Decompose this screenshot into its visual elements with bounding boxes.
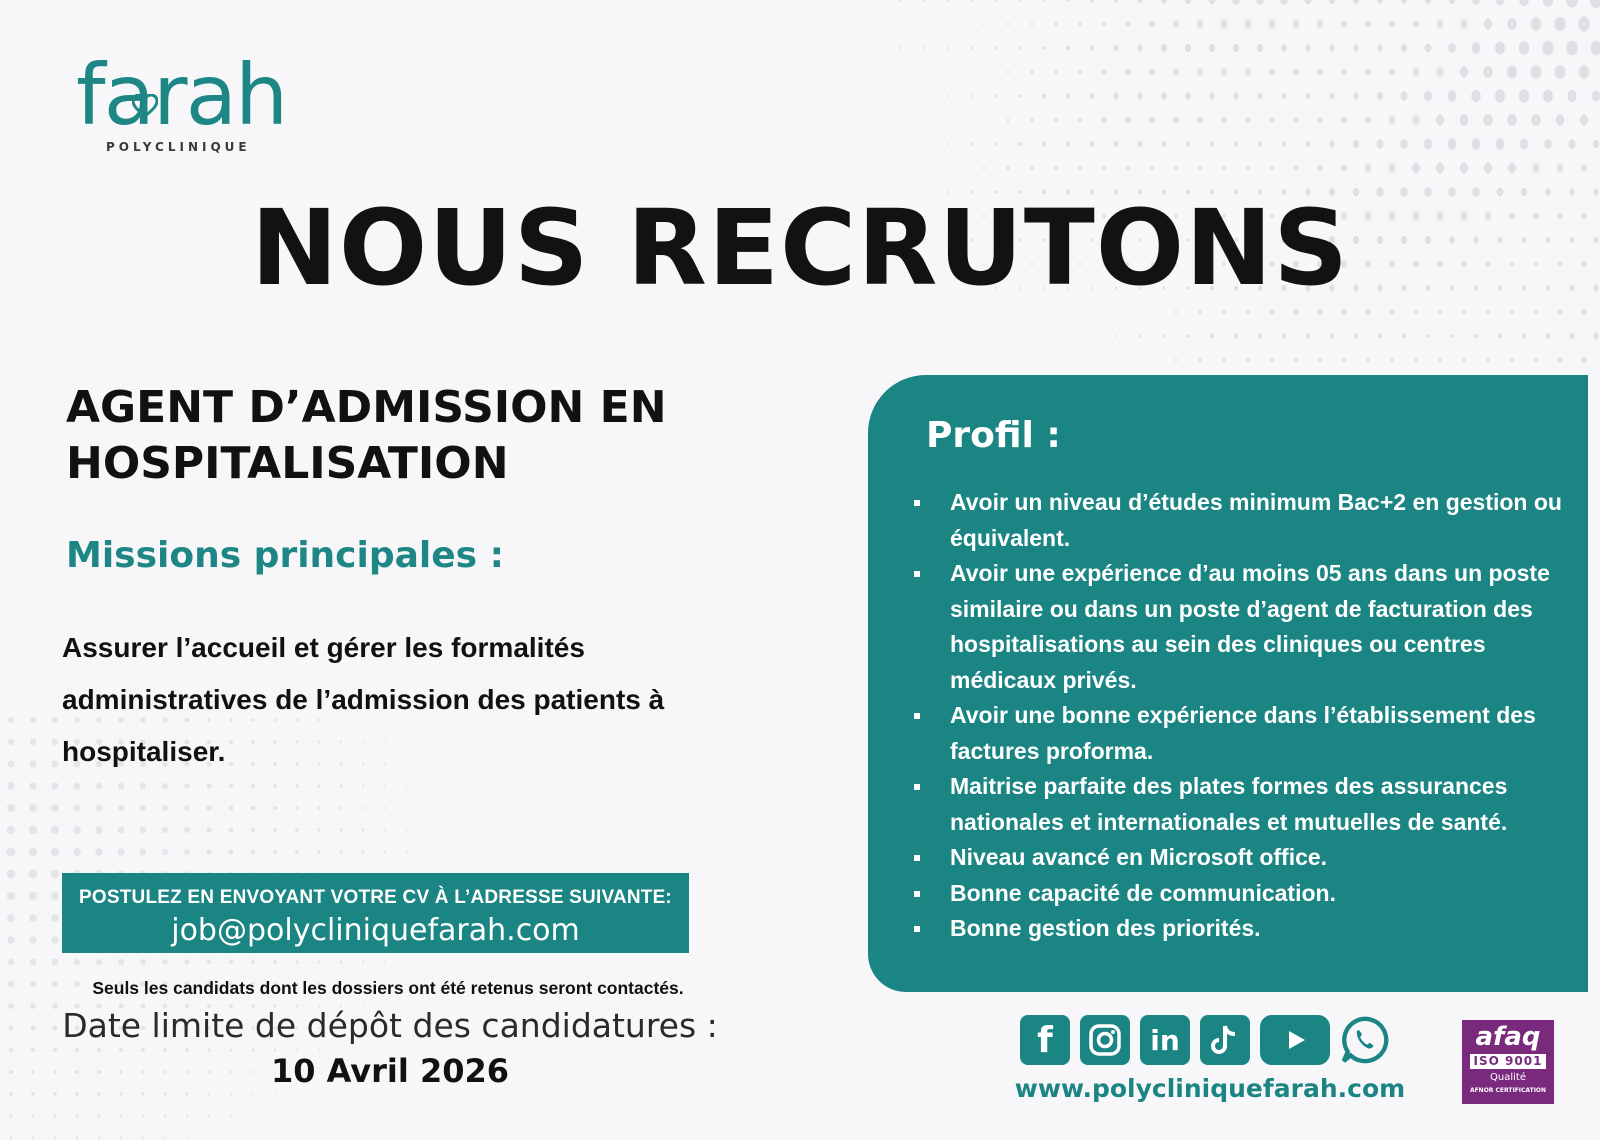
deadline-label: Date limite de dépôt des candidatures : — [62, 1006, 718, 1045]
profile-item: Niveau avancé en Microsoft office. — [914, 840, 1574, 876]
website-link[interactable]: www.polycliniquefarah.com — [1014, 1074, 1406, 1103]
profile-list — [914, 485, 1574, 947]
logo-subtitle: POLYCLINIQUE — [106, 140, 251, 154]
apply-email-link[interactable]: job@polycliniquefarah.com — [171, 913, 580, 948]
profile-heading: Profil : — [926, 415, 1061, 456]
logo-wordmark: farah — [76, 46, 287, 144]
youtube-icon[interactable] — [1260, 1015, 1330, 1065]
page-title: NOUS RECRUTONS — [250, 187, 1350, 309]
afaq-quality: Qualité — [1490, 1072, 1526, 1083]
tiktok-icon[interactable] — [1200, 1015, 1250, 1065]
facebook-icon[interactable]: f — [1020, 1015, 1070, 1065]
afaq-iso-badge — [1462, 1020, 1554, 1104]
missions-text: Assurer l’accueil et gérer les formalités administratives de l’admission des patients à hospitaliser. — [62, 632, 665, 767]
profile-panel — [868, 375, 1588, 992]
linkedin-icon[interactable]: in — [1140, 1015, 1190, 1065]
job-title: AGENT D’ADMISSION EN HOSPITALISATION — [66, 382, 667, 489]
apply-banner — [62, 873, 689, 953]
profile-item: Avoir un niveau d’études minimum Bac+2 en gestion ou équivalent. — [914, 485, 1574, 556]
profile-item: Avoir une expérience d’au moins 05 ans dans un poste similaire ou dans un poste d’agent de facturation des hospitalisations au sein des cliniques ou centres médicaux privés. — [914, 556, 1574, 698]
instagram-icon[interactable] — [1080, 1015, 1130, 1065]
social-links — [1020, 1015, 1416, 1073]
heart-icon — [132, 94, 158, 118]
afaq-brand: afaq — [1475, 1022, 1541, 1052]
deadline-date: 10 Avril 2026 — [270, 1052, 510, 1090]
polyclinique-farah-logo — [70, 46, 290, 160]
afaq-issuer: AFNOR CERTIFICATION — [1469, 1087, 1547, 1094]
profile-item: Avoir une bonne expérience dans l’établissement des factures proforma. — [914, 698, 1574, 769]
apply-label: POSTULEZ EN ENVOYANT VOTRE CV À L’ADRESSE SUIVANTE: — [79, 887, 672, 908]
whatsapp-icon[interactable] — [1340, 1015, 1390, 1065]
profile-item: Bonne capacité de communication. — [914, 876, 1574, 912]
profile-item: Bonne gestion des priorités. — [914, 911, 1574, 947]
selection-note: Seuls les candidats dont les dossiers ont été retenus seront contactés. — [92, 978, 684, 998]
profile-item: Maitrise parfaite des plates formes des assurances nationales et internationales et mutuelles de santé. — [914, 769, 1574, 840]
missions-heading: Missions principales : — [66, 535, 505, 576]
afaq-standard: ISO 9001 — [1470, 1054, 1546, 1069]
